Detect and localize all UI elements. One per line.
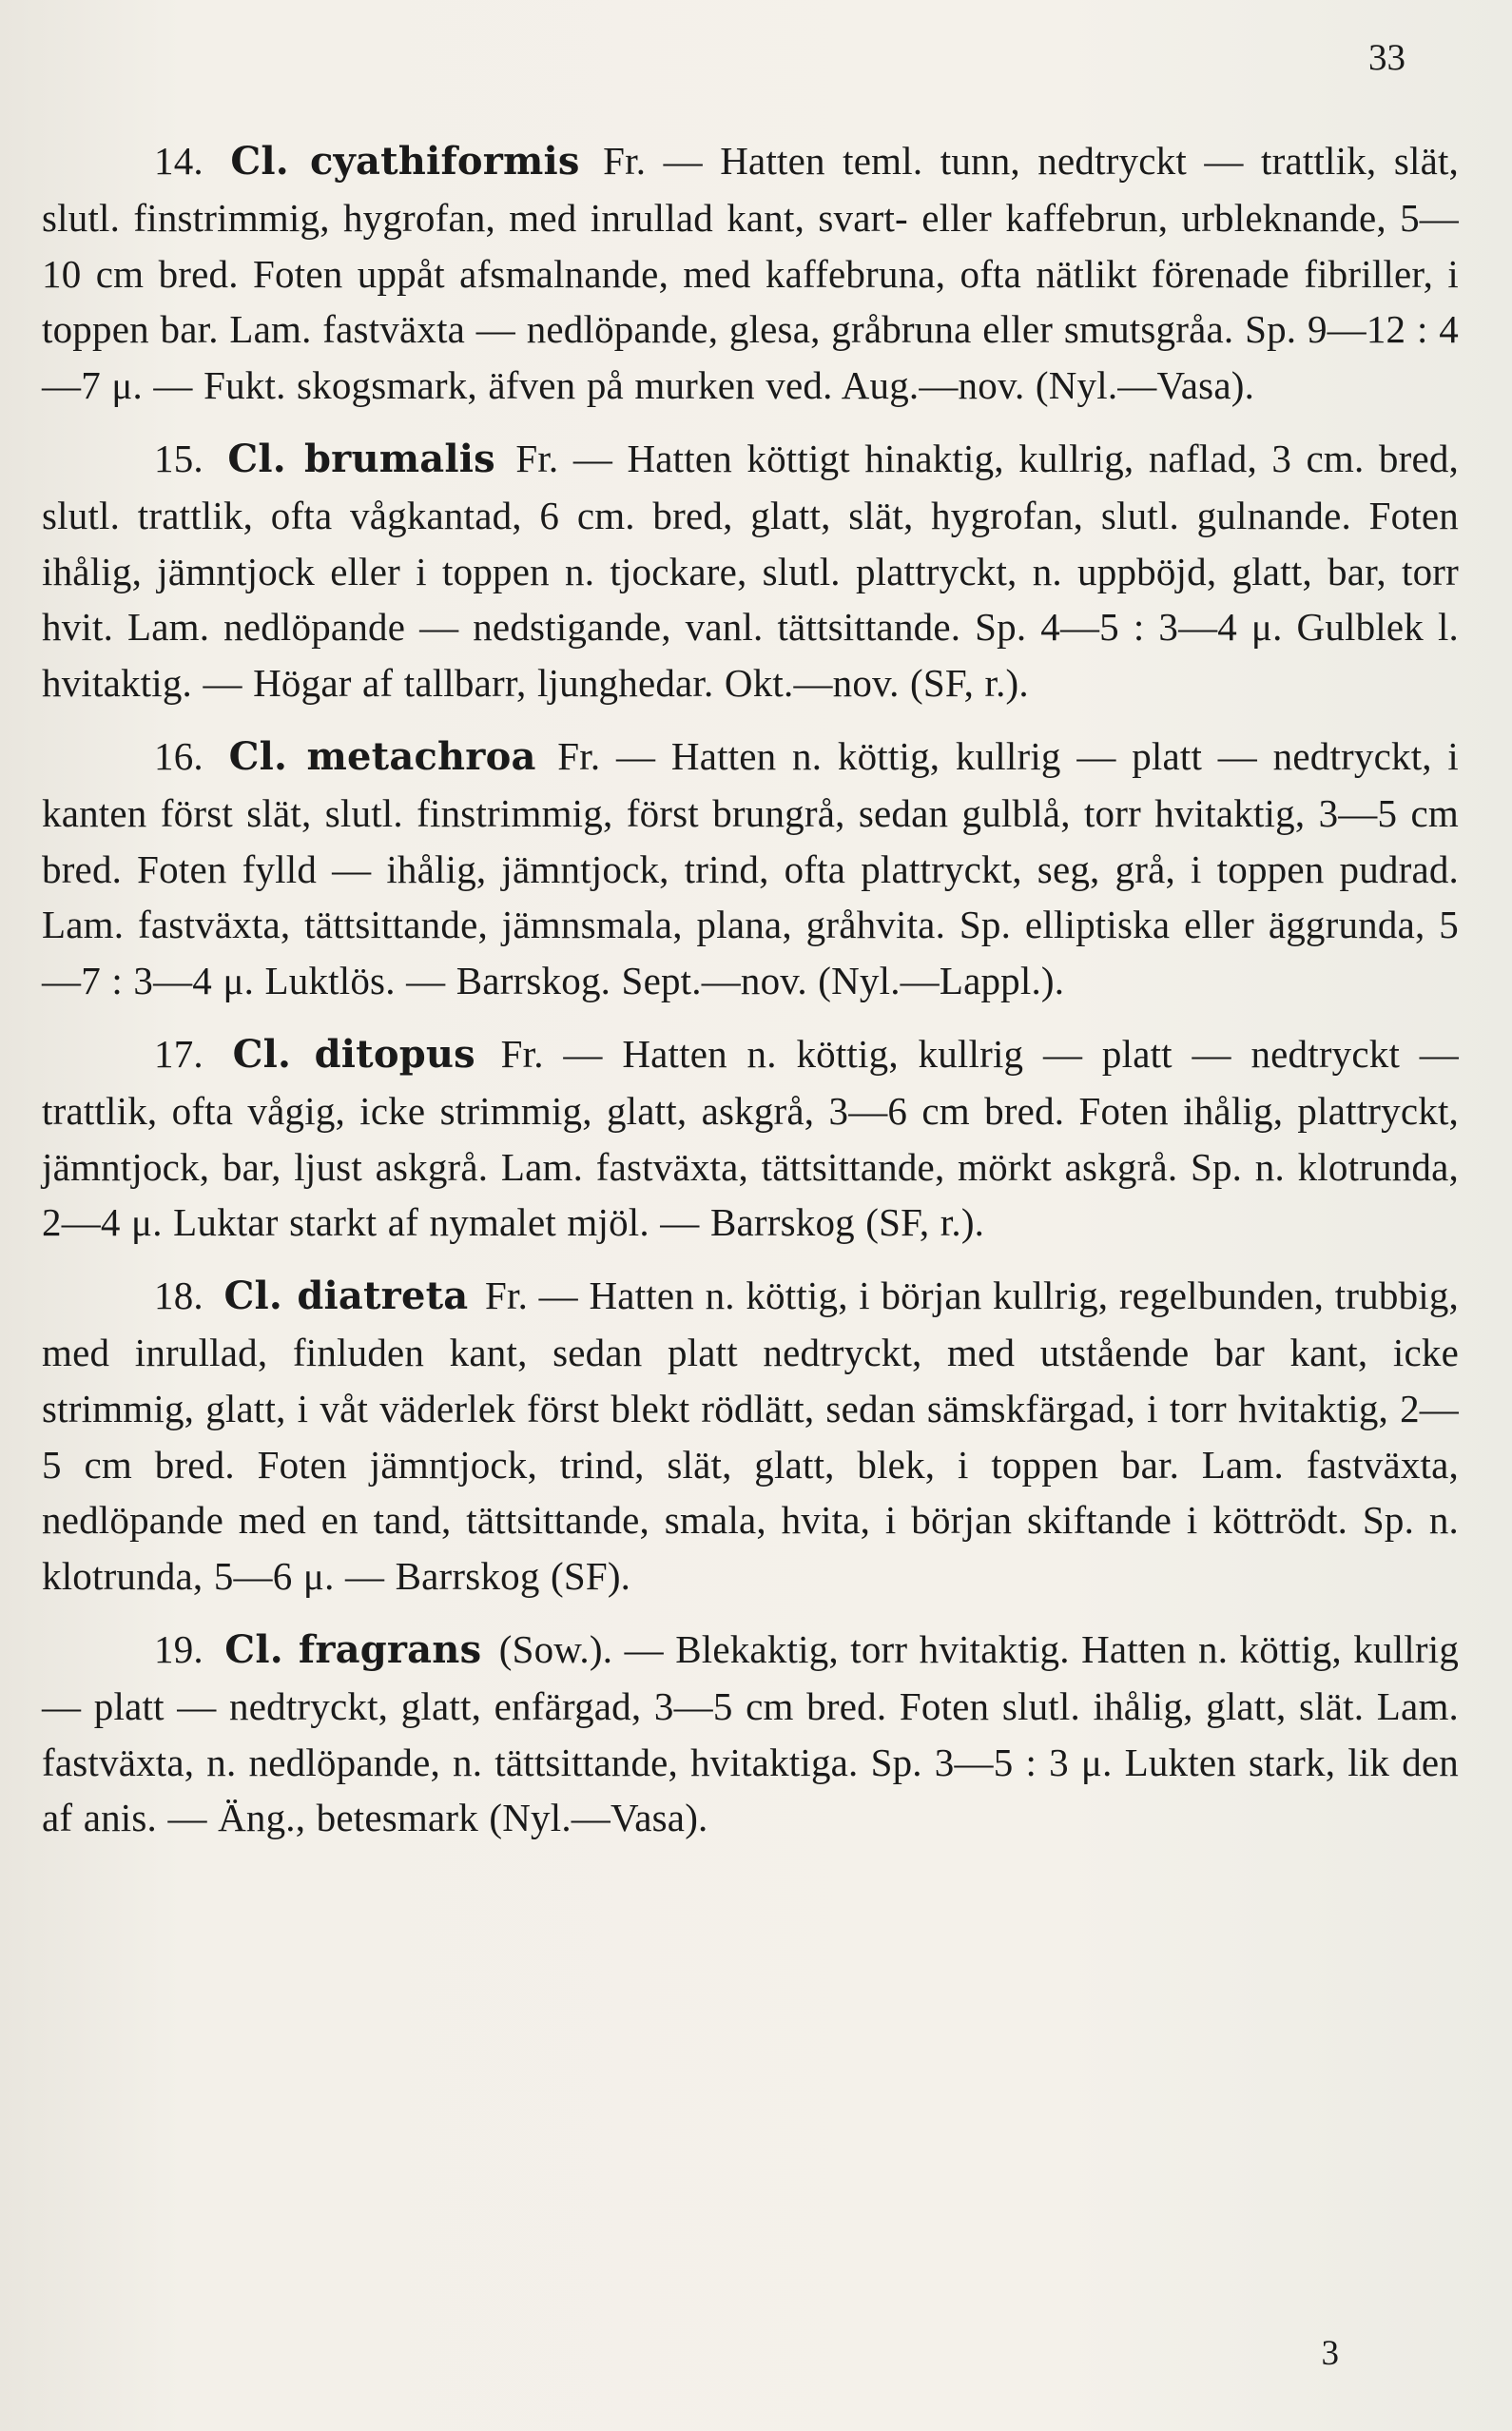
species-entry-19 [42, 1622, 1459, 1846]
species-description: Fr. — Hatten n. köttig, kullrig — platt — nedtryckt — trattlik, ofta vågig, icke strimmig, glatt, askgrå, 3—6 cm bred. Foten ihålig, plattryckt, jämntjock, bar, ljust askgrå. Lam. fastväxta, tättsittande, mörkt askgrå. Sp. n. klotrunda, 2—4 μ. Luktar starkt af nymalet mjöl. — Barrskog (SF, r.). [42, 1031, 1460, 1245]
species-entry-16 [42, 729, 1459, 1009]
entry-number: 17. [154, 1031, 204, 1076]
species-name: Cl. fragrans [224, 1626, 482, 1672]
species-description: Fr. — Hatten n. köttig, kullrig — platt — nedtryckt, i kanten först slät, slutl. finstrimmig, först brungrå, sedan gulblå, torr hvitaktig, 3—5 cm bred. Foten fylld — ihålig, jämntjock, trind, ofta plattryckt, seg, grå, i toppen pudrad. Lam. fastväxta, tättsittande, jämnsmala, plana, gråhvita. Sp. elliptiska eller äggrunda, 5—7 : 3—4 μ. Luktlös. — Barrskog. Sept.—nov. (Nyl.—Lappl.). [42, 733, 1460, 1003]
species-description: (Sow.). — Blekaktig, torr hvitaktig. Hatten n. köttig, kullrig — platt — nedtryckt, glatt, enfärgad, 3—5 cm bred. Foten slutl. ihålig, glatt, slät. Lam. fastväxta, n. nedlöpande, n. tättsittande, hvitaktiga. Sp. 3—5 : 3 μ. Lukten stark, lik den af anis. — Äng., betesmark (Nyl.—Vasa). [42, 1626, 1460, 1840]
page-number: 33 [1368, 37, 1405, 78]
entry-number: 14. [154, 139, 204, 183]
species-description: Fr. — Hatten köttigt hinaktig, kullrig, naflad, 3 cm. bred, slutl. trattlik, ofta vågkantad, 6 cm. bred, glatt, slät, hygrofan, slutl. gulnande. Foten ihålig, jämntjock eller i toppen n. tjockare, slutl. plattryckt, n. uppböjd, glatt, bar, torr hvit. Lam. nedlöpande — nedstigande, vanl. tättsittande. Sp. 4—5 : 3—4 μ. Gulblek l. hvitaktig. — Högar af tallbarr, ljunghedar. Okt.—nov. (SF, r.). [42, 436, 1459, 706]
entry-number: 18. [154, 1274, 204, 1318]
species-description: Fr. — Hatten n. köttig, i början kullrig, regelbunden, trubbig, med inrullad, finluden kant, sedan platt nedtryckt, med utstående bar kant, icke strimmig, glatt, i våt väderlek först blekt rödlätt, sedan sämskfärgad, i torr hvitaktig, 2—5 cm bred. Foten jämntjock, trind, slät, glatt, blek, i toppen bar. Lam. fastväxta, nedlöpande med en tand, tättsittande, smala, hvita, i början skiftande i köttrödt. Sp. n. klotrunda, 5—6 μ. — Barrskog (SF). [42, 1274, 1460, 1599]
species-description: Fr. — Hatten teml. tunn, nedtryckt — trattlik, slät, slutl. finstrimmig, hygrofan, med inrullad kant, svart- eller kaffebrun, urbleknande, 5—10 cm bred. Foten uppåt afsmalnande, med kaffebruna, ofta nätlikt förenade fibriller, i toppen bar. Lam. fastväxta — nedlöpande, glesa, gråbruna eller smutsgråa. Sp. 9—12 : 4—7 μ. — Fukt. skogsmark, äfven på murken ved. Aug.—nov. (Nyl.—Vasa). [42, 139, 1460, 408]
entry-number: 16. [154, 733, 204, 778]
species-entry-15 [42, 431, 1459, 711]
signature-mark: 3 [1321, 2334, 1339, 2373]
species-entry-18 [42, 1268, 1459, 1604]
species-entry-17 [42, 1026, 1459, 1251]
entry-number: 15. [154, 436, 204, 480]
page-body [42, 133, 1459, 1863]
species-name: Cl. diatreta [223, 1274, 469, 1319]
species-name: Cl. metachroa [228, 733, 536, 779]
species-name: Cl. ditopus [232, 1031, 475, 1077]
species-entry-14 [42, 133, 1459, 414]
entry-number: 19. [154, 1626, 204, 1671]
species-name: Cl. cyathiformis [230, 139, 580, 184]
species-name: Cl. brumalis [227, 436, 495, 481]
